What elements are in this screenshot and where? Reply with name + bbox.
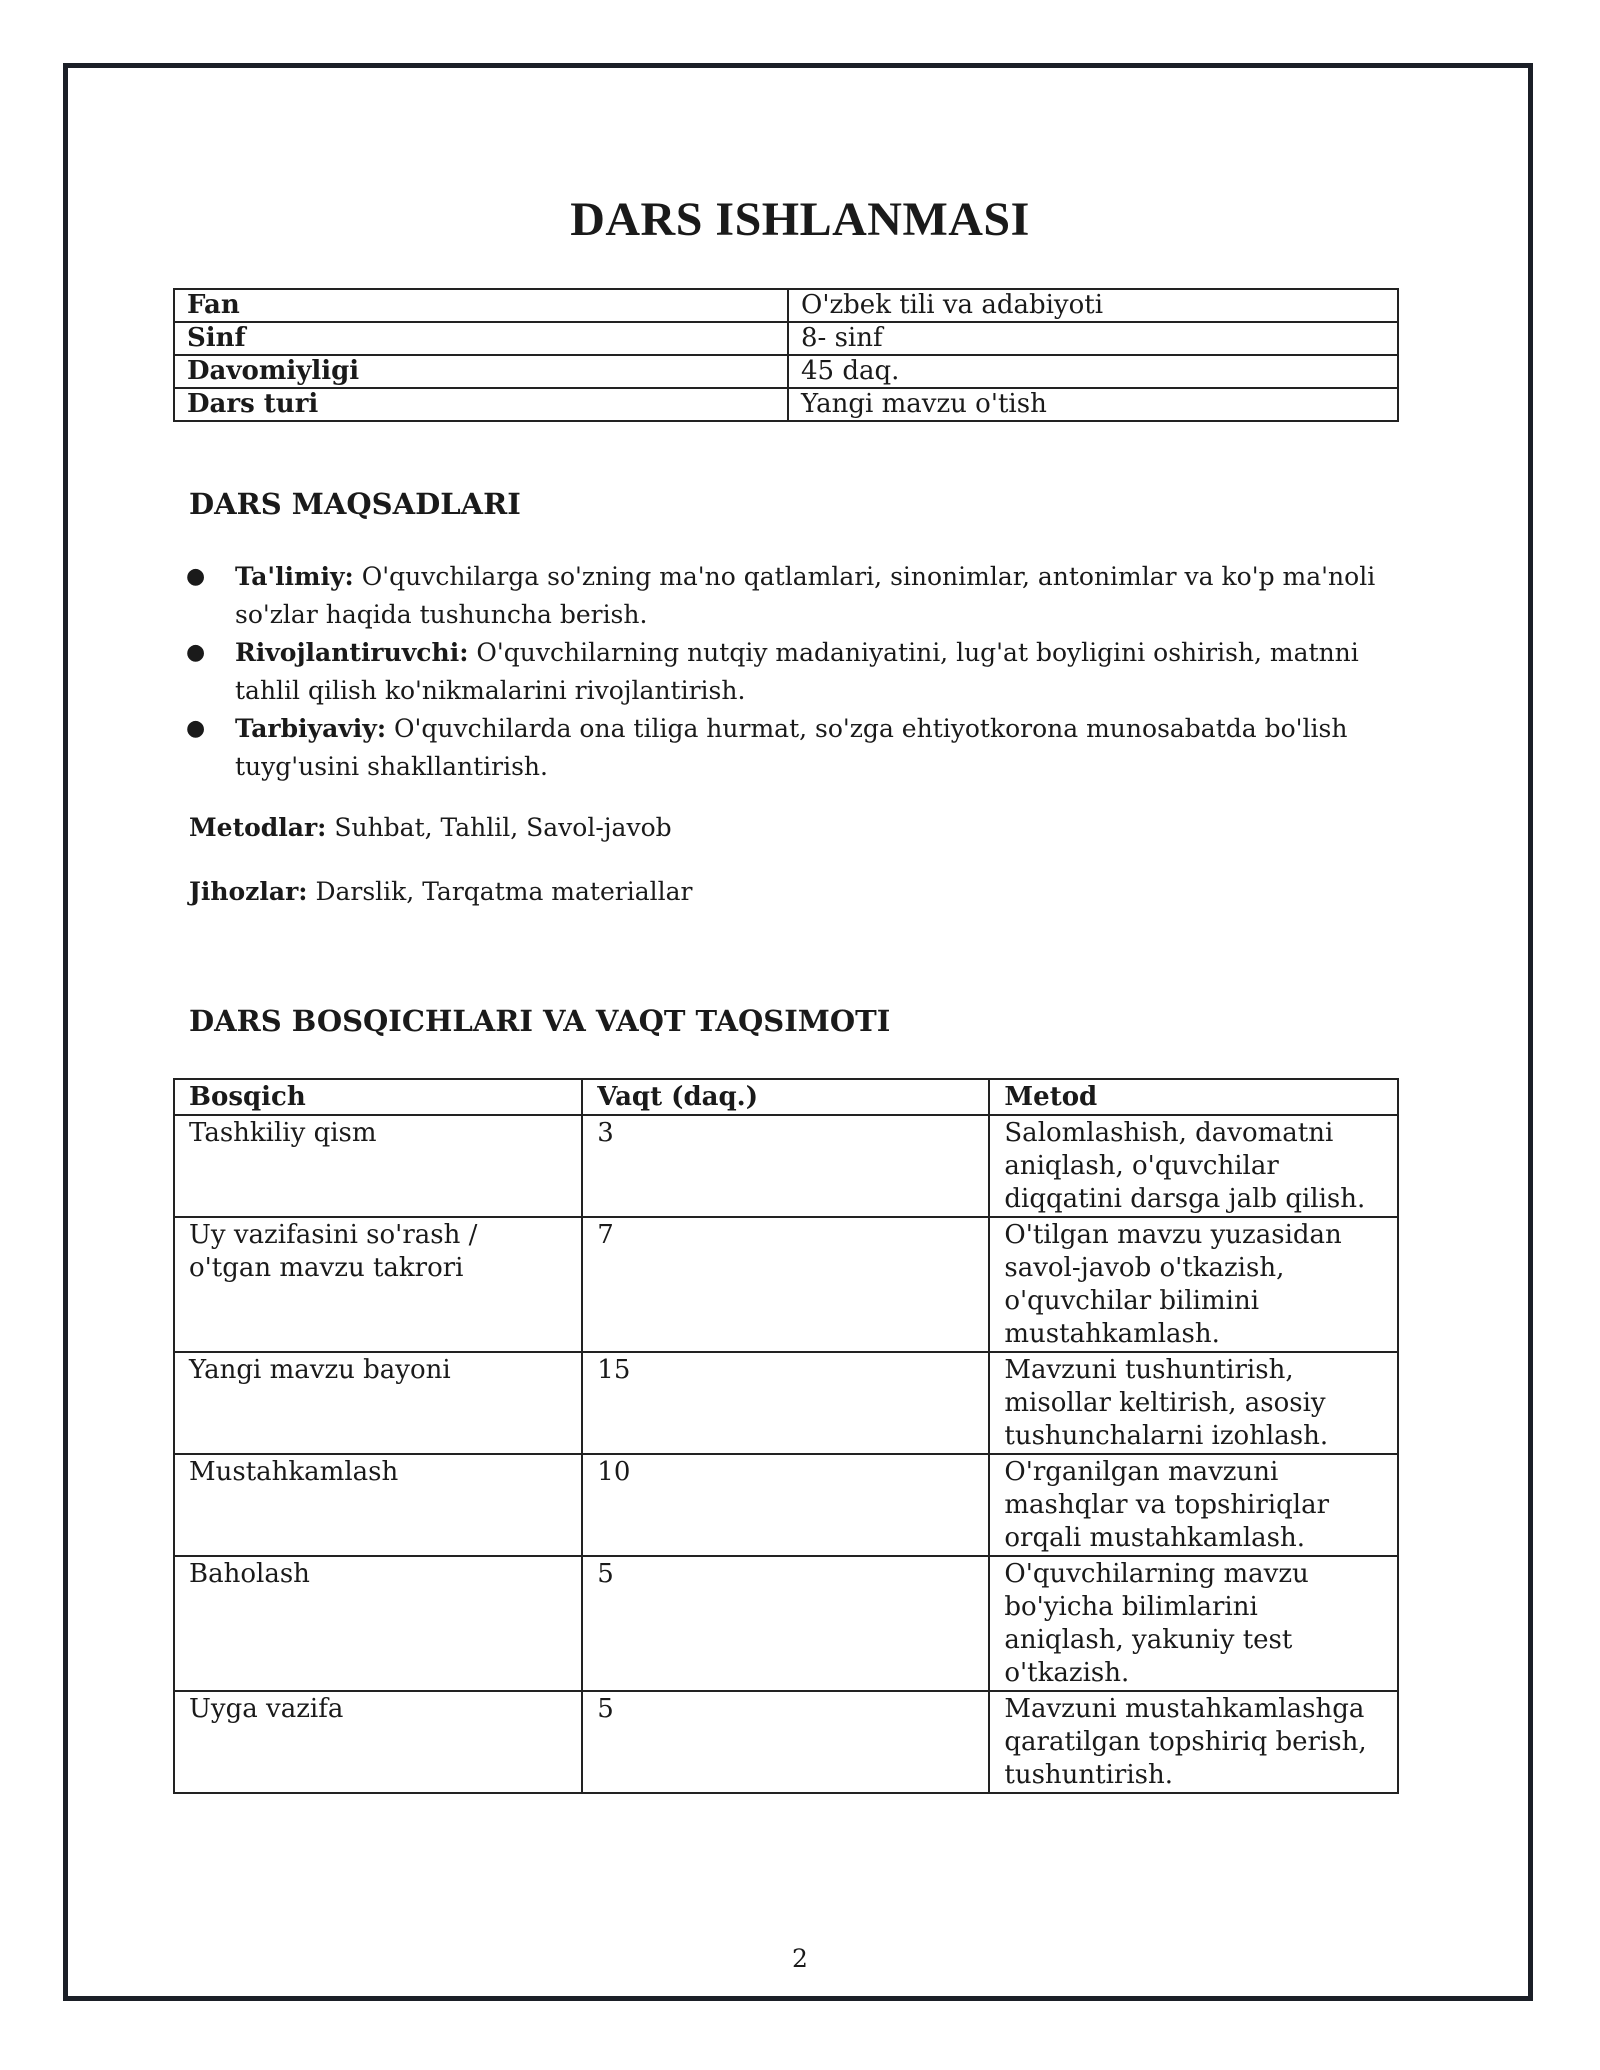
goal-text: O'quvchilarga so'zning ma'no qatlamlari, sinonimlar, antonimlar va ko'p ma'noli so'zlar haqida tushuncha berish. xyxy=(235,562,1376,629)
lesson-steps-table xyxy=(173,1078,1399,1794)
table-row xyxy=(174,1352,1398,1454)
table-row xyxy=(174,1115,1398,1217)
method-cell: O'tilgan mavzu yuzasidan savol-javob o'tkazish, o'quvchilar bilimini mustahkamlash. xyxy=(989,1217,1398,1352)
table-row xyxy=(174,1556,1398,1691)
stage-cell: Yangi mavzu bayoni xyxy=(174,1352,582,1454)
goals-list xyxy=(186,558,1414,786)
equipment-paragraph xyxy=(189,877,692,906)
steps-header-row xyxy=(174,1079,1398,1115)
column-header-stage: Bosqich xyxy=(174,1079,582,1115)
table-row xyxy=(174,1217,1398,1352)
info-row-subject xyxy=(174,289,1398,322)
goals-heading: DARS MAQSADLARI xyxy=(189,487,521,521)
method-cell: Mavzuni mustahkamlashga qaratilgan topshiriq berish, tushuntirish. xyxy=(989,1691,1398,1793)
equipment-text: Darslik, Tarqatma materiallar xyxy=(315,877,693,906)
time-cell: 15 xyxy=(582,1352,989,1454)
bullet-icon: ● xyxy=(186,716,206,741)
time-cell: 5 xyxy=(582,1691,989,1793)
info-value: Yangi mavzu o'tish xyxy=(788,388,1398,421)
methods-label: Metodlar: xyxy=(189,813,327,842)
lesson-info-table xyxy=(173,288,1399,422)
goal-label: Tarbiyaviy: xyxy=(235,714,387,743)
goal-item xyxy=(186,634,1414,710)
document-title: DARS ISHLANMASI xyxy=(570,193,1030,246)
steps-heading: DARS BOSQICHLARI VA VAQT TAQSIMOTI xyxy=(189,1004,891,1038)
info-row-lesson-type xyxy=(174,388,1398,421)
method-cell: Salomlashish, davomatni aniqlash, o'quvchilar diqqatini darsga jalb qilish. xyxy=(989,1115,1398,1217)
time-cell: 3 xyxy=(582,1115,989,1217)
equipment-label: Jihozlar: xyxy=(189,877,308,906)
method-cell: O'quvchilarning mavzu bo'yicha bilimlarini aniqlash, yakuniy test o'tkazish. xyxy=(989,1556,1398,1691)
goal-item xyxy=(186,558,1414,634)
info-value: 45 daq. xyxy=(788,355,1398,388)
info-value: 8- sinf xyxy=(788,322,1398,355)
page-number: 2 xyxy=(792,1944,808,1973)
column-header-time: Vaqt (daq.) xyxy=(582,1079,989,1115)
info-row-grade xyxy=(174,322,1398,355)
info-key: Sinf xyxy=(174,322,788,355)
bullet-icon: ● xyxy=(186,640,206,665)
time-cell: 7 xyxy=(582,1217,989,1352)
goal-item xyxy=(186,710,1414,786)
bullet-icon: ● xyxy=(186,564,206,589)
goal-label: Rivojlantiruvchi: xyxy=(235,638,469,667)
goal-label: Ta'limiy: xyxy=(235,562,354,591)
table-row xyxy=(174,1454,1398,1556)
stage-cell: Tashkiliy qism xyxy=(174,1115,582,1217)
goal-text: O'quvchilarda ona tiliga hurmat, so'zga ehtiyotkorona munosabatda bo'lish tuyg'usini shakllantirish. xyxy=(235,714,1348,781)
goal-text: O'quvchilarning nutqiy madaniyatini, lug'at boyligini oshirish, matnni tahlil qilish ko'nikmalarini rivojlantirish. xyxy=(235,638,1359,705)
table-row xyxy=(174,1691,1398,1793)
column-header-method: Metod xyxy=(989,1079,1398,1115)
stage-cell: Uy vazifasini so'rash / o'tgan mavzu takrori xyxy=(174,1217,582,1352)
info-key: Fan xyxy=(174,289,788,322)
methods-text: Suhbat, Tahlil, Savol-javob xyxy=(334,813,672,842)
info-value: O'zbek tili va adabiyoti xyxy=(788,289,1398,322)
method-cell: Mavzuni tushuntirish, misollar keltirish, asosiy tushunchalarni izohlash. xyxy=(989,1352,1398,1454)
info-row-duration xyxy=(174,355,1398,388)
time-cell: 5 xyxy=(582,1556,989,1691)
info-key: Davomiyligi xyxy=(174,355,788,388)
stage-cell: Mustahkamlash xyxy=(174,1454,582,1556)
stage-cell: Baholash xyxy=(174,1556,582,1691)
method-cell: O'rganilgan mavzuni mashqlar va topshiriqlar orqali mustahkamlash. xyxy=(989,1454,1398,1556)
methods-paragraph xyxy=(189,813,672,842)
info-key: Dars turi xyxy=(174,388,788,421)
time-cell: 10 xyxy=(582,1454,989,1556)
stage-cell: Uyga vazifa xyxy=(174,1691,582,1793)
